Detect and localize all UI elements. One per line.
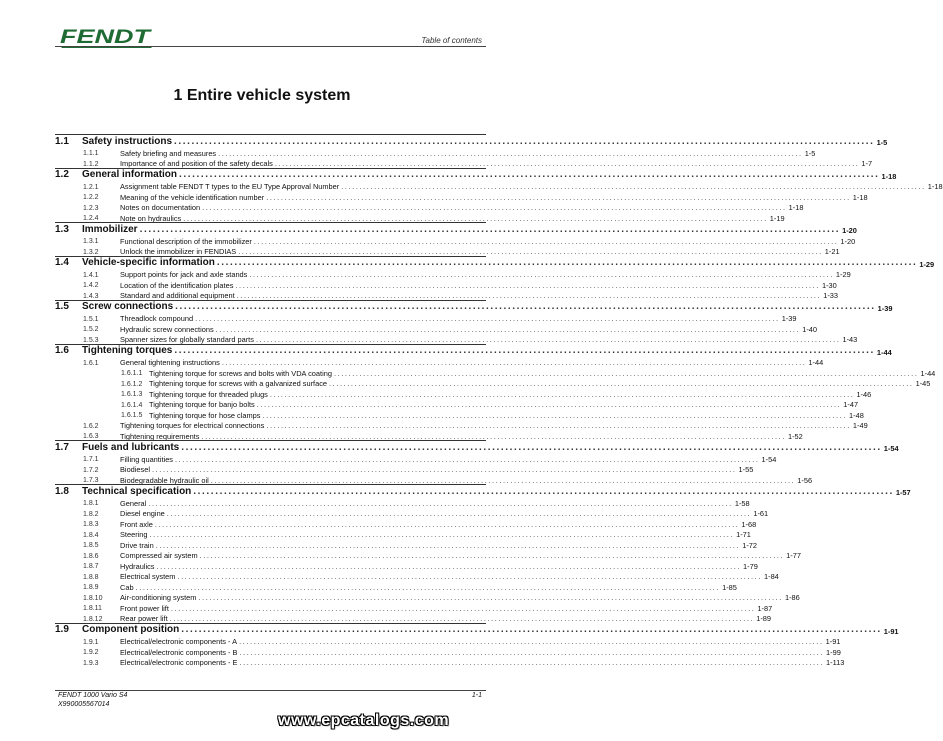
toc-entry-title: Note on hydraulics xyxy=(120,213,182,223)
toc-entry-page: 1-44 xyxy=(876,347,892,357)
toc-entry-page: 1-47 xyxy=(843,400,859,410)
toc-entry-page: 1-72 xyxy=(742,540,758,550)
toc-entry-page: 1-85 xyxy=(722,582,737,592)
toc-entry-number: 1.6.1.3 xyxy=(121,391,143,398)
toc-entry-page: 1-58 xyxy=(734,498,750,508)
toc-entry-number: 1.6.1.5 xyxy=(121,412,143,419)
toc-entry-page: 1-39 xyxy=(877,303,893,313)
toc-dot-leader: ................................................................................................................................................................ xyxy=(198,593,783,603)
toc-entry-number: 1.6 xyxy=(55,345,69,356)
toc-entry-number: 1.3 xyxy=(55,223,69,235)
toc-dot-leader: ................................................................................................................................................................ xyxy=(175,454,760,464)
toc-entry-row[interactable] xyxy=(55,235,856,246)
page-title: 1 Entire vehicle system xyxy=(173,87,351,104)
toc-entry-row[interactable] xyxy=(55,268,851,280)
toc-dot-leader: ................................................................................................................................................................ xyxy=(249,270,834,280)
toc-entry-page: 1-20 xyxy=(842,226,857,236)
toc-entry-page: 1-44 xyxy=(920,368,936,378)
toc-entry-title: Diesel engine xyxy=(120,509,165,519)
toc-entry-row[interactable] xyxy=(55,474,813,485)
toc-entry-row[interactable] xyxy=(55,147,816,158)
toc-entry-title: Tightening torque for banjo bolts xyxy=(149,400,255,410)
toc-entry-page: 1-19 xyxy=(769,213,785,223)
toc-entry-number: 1.4.1 xyxy=(83,271,99,279)
toc-entry-row[interactable] xyxy=(55,528,751,540)
toc-entry-row[interactable] xyxy=(55,367,936,378)
toc-entry-row[interactable] xyxy=(55,398,859,410)
toc-entry-row[interactable] xyxy=(55,430,803,441)
toc-dot-leader: ................................................................................................................................................................ xyxy=(215,324,801,334)
toc-entry-title: Tightening torque for screws with a galvanized surface xyxy=(149,379,328,389)
toc-dot-leader: ................................................................................................................................................................ xyxy=(266,421,851,431)
toc-entry-title: Tightening torques for electrical connections xyxy=(120,421,265,431)
toc-section-row[interactable] xyxy=(55,484,911,498)
toc-entry-row[interactable] xyxy=(55,635,841,647)
toc-entry-number: 1.8.9 xyxy=(83,584,99,591)
toc-entry-title: Front power lift xyxy=(120,603,169,613)
header-section-title: Table of contents xyxy=(421,36,482,45)
toc-entry-title: Immobilizer xyxy=(82,223,138,235)
toc-entry-title: Electrical/electronic components - B xyxy=(120,647,238,657)
toc-entry-title: Tightening torque for screws and bolts with VDA coating xyxy=(149,368,332,378)
toc-dot-leader: ................................................................................................................................................................ xyxy=(135,582,721,592)
toc-entry-title: Meaning of the vehicle identification number xyxy=(120,192,265,202)
toc-entry-title: Drive train xyxy=(120,540,154,550)
logo-text: FENDT xyxy=(60,27,152,48)
toc-entry-row[interactable] xyxy=(55,453,777,464)
toc-entry-page: 1-49 xyxy=(852,421,868,431)
toc-entry-number: 1.4.3 xyxy=(83,292,99,300)
toc-entry-title: Tightening torque for hose clamps xyxy=(149,410,261,420)
toc-entry-page: 1-87 xyxy=(757,603,773,613)
toc-entry-number: 1.6.1.4 xyxy=(121,401,143,409)
toc-entry-number: 1.8.12 xyxy=(83,615,103,623)
fendt-logo xyxy=(60,26,152,48)
toc-entry-row[interactable] xyxy=(55,463,754,475)
toc-entry-number: 1.4 xyxy=(55,257,69,268)
toc-entry-title: General information xyxy=(82,169,178,180)
toc-dot-leader: ................................................................................................................................................................ xyxy=(195,314,780,324)
toc-entry-page: 1-56 xyxy=(797,475,813,485)
toc-dot-leader: ................................................................................................................................................................ xyxy=(181,624,882,635)
toc-entry-page: 1-7 xyxy=(861,159,873,169)
toc-dot-leader: ................................................................................................................................................................ xyxy=(329,379,914,389)
toc-entry-number: 1.2.1 xyxy=(83,183,99,191)
toc-entry-title: Steering xyxy=(120,530,148,540)
toc-entry-title: Assignment table FENDT T types to the EU Type Approval Number xyxy=(120,182,340,192)
toc-entry-row[interactable] xyxy=(55,409,864,420)
toc-entry-number: 1.8.10 xyxy=(83,594,103,602)
toc-entry-row[interactable] xyxy=(55,180,943,192)
toc-entry-number: 1.1 xyxy=(55,135,69,147)
toc-dot-leader: ................................................................................................................................................................ xyxy=(216,257,918,268)
toc-entry-row[interactable] xyxy=(55,245,840,257)
toc-entry-title: Threadlock compound xyxy=(120,314,194,324)
toc-entry-row[interactable] xyxy=(55,497,750,508)
toc-entry-page: 1-46 xyxy=(856,389,872,399)
toc-entry-number: 1.8.1 xyxy=(83,500,99,507)
toc-entry-number: 1.6.1.2 xyxy=(121,380,143,388)
toc-entry-number: 1.2.4 xyxy=(83,215,99,222)
toc-entry-title: Filling quantities xyxy=(120,454,173,464)
toc-entry-row[interactable] xyxy=(55,646,841,657)
toc-entry-number: 1.9.1 xyxy=(83,638,99,646)
toc-entry-row[interactable] xyxy=(55,549,801,561)
toc-dot-leader: ................................................................................................................................................................ xyxy=(201,431,786,441)
toc-entry-page: 1-55 xyxy=(738,465,754,475)
toc-entry-page: 1-33 xyxy=(823,291,838,301)
toc-entry-title: Vehicle-specific information xyxy=(82,257,215,268)
toc-dot-leader: ................................................................................................................................................................ xyxy=(239,647,825,657)
toc-dot-leader: ................................................................................................................................................................ xyxy=(181,441,882,453)
toc-entry-page: 1-79 xyxy=(743,561,758,571)
toc-entry-row[interactable] xyxy=(55,333,858,345)
toc-entry-number: 1.5.3 xyxy=(83,336,99,344)
toc-entry-page: 1-18 xyxy=(852,192,868,202)
toc-entry-page: 1-61 xyxy=(753,509,769,519)
toc-entry-title: General tightening instructions xyxy=(120,358,220,368)
toc-entry-number: 1.8.5 xyxy=(83,542,99,549)
toc-entry-row[interactable] xyxy=(55,507,769,519)
toc-entry-page: 1-30 xyxy=(821,280,837,290)
toc-entry-number: 1.7.3 xyxy=(83,477,99,484)
toc-entry-title: Importance of and position of the safety decals xyxy=(120,159,273,169)
toc-entry-row[interactable] xyxy=(55,388,872,399)
toc-dot-leader: ................................................................................................................................................................ xyxy=(169,614,755,624)
toc-dot-leader: ................................................................................................................................................................ xyxy=(155,540,741,550)
toc-entry-row[interactable] xyxy=(55,602,773,613)
toc-entry-title: Tightening torques xyxy=(82,345,173,356)
toc-entry-number: 1.9.3 xyxy=(83,659,99,667)
toc-entry-row[interactable] xyxy=(55,191,868,202)
toc-section-row[interactable] xyxy=(55,168,897,181)
toc-dot-leader: ................................................................................................................................................................ xyxy=(170,603,756,613)
toc-entry-number: 1.2.3 xyxy=(83,204,99,212)
toc-dot-leader: ................................................................................................................................................................ xyxy=(177,572,762,582)
toc-section-row[interactable] xyxy=(55,344,892,357)
toc-dot-leader: ................................................................................................................................................................ xyxy=(193,485,894,497)
toc-entry-page: 1-21 xyxy=(824,247,840,257)
toc-entry-number: 1.3.1 xyxy=(83,238,99,245)
footer-page-number: 1-1 xyxy=(471,692,482,699)
toc-entry-page: 1-44 xyxy=(808,358,824,368)
toc-entry-title: Standard and additional equipment xyxy=(120,291,235,301)
footer-model: FENDT 1000 Vario S4 xyxy=(58,692,128,699)
toc-entry-number: 1.8 xyxy=(55,485,69,497)
toc-entry-number: 1.9 xyxy=(55,624,69,635)
toc-entry-page: 1-18 xyxy=(927,182,943,192)
toc-entry-row[interactable] xyxy=(55,377,931,389)
toc-entry-title: Unlock the immobilizer in FENDIAS xyxy=(120,247,237,257)
toc-dot-leader: ................................................................................................................................................................ xyxy=(253,236,839,246)
toc-dot-leader: ................................................................................................................................................................ xyxy=(341,182,926,192)
toc-entry-number: 1.8.2 xyxy=(83,510,99,518)
toc-entry-page: 1-40 xyxy=(802,324,817,334)
toc-entry-page: 1-68 xyxy=(741,519,757,529)
toc-dot-leader: ................................................................................................................................................................ xyxy=(174,135,875,147)
toc-entry-number: 1.6.2 xyxy=(83,422,99,430)
toc-entry-page: 1-52 xyxy=(787,431,803,441)
toc-entry-page: 1-71 xyxy=(736,530,751,540)
toc-entry-number: 1.6.1 xyxy=(83,359,99,367)
toc-dot-leader: ................................................................................................................................................................ xyxy=(255,335,841,345)
header-rule xyxy=(55,46,486,47)
toc-dot-leader: ................................................................................................................................................................ xyxy=(269,389,855,399)
toc-entry-page: 1-54 xyxy=(761,454,777,464)
toc-entry-title: Front axle xyxy=(120,519,153,529)
toc-entry-number: 1.4.2 xyxy=(83,282,99,289)
toc-entry-number: 1.8.7 xyxy=(83,563,99,570)
toc-entry-row[interactable] xyxy=(55,560,758,571)
toc-entry-title: Fuels and lubricants xyxy=(82,441,180,453)
toc-dot-leader: ................................................................................................................................................................ xyxy=(174,345,875,356)
watermark: www.epcatalogs.com xyxy=(278,712,450,729)
toc-entry-page: 1-84 xyxy=(764,572,779,582)
toc-entry-page: 1-18 xyxy=(788,203,804,213)
toc-entry-title: Technical specification xyxy=(82,485,192,497)
footer-doc-code: X990005567014 xyxy=(58,701,110,708)
toc-entry-page: 1-45 xyxy=(915,379,931,389)
toc-dot-leader: ................................................................................................................................................................ xyxy=(210,475,796,485)
toc-dot-leader: ................................................................................................................................................................ xyxy=(139,223,841,235)
toc-entry-title: Cab xyxy=(120,582,134,592)
toc-dot-leader: ................................................................................................................................................................ xyxy=(218,148,803,158)
toc-entry-page: 1-91 xyxy=(825,637,841,647)
toc-entry-number: 1.7.1 xyxy=(83,456,99,463)
toc-dot-leader: ................................................................................................................................................................ xyxy=(221,358,807,368)
toc-entry-row[interactable] xyxy=(55,612,771,624)
toc-entry-number: 1.2 xyxy=(55,169,69,180)
toc-entry-number: 1.1.1 xyxy=(83,150,99,157)
toc-entry-row[interactable] xyxy=(55,212,785,223)
toc-entry-title: Tightening torque for threaded plugs xyxy=(149,389,268,399)
toc-dot-leader: ................................................................................................................................................................ xyxy=(199,551,785,561)
toc-entry-number: 1.6.3 xyxy=(83,433,99,440)
toc-entry-page: 1-18 xyxy=(881,171,897,181)
toc-dot-leader: ................................................................................................................................................................ xyxy=(202,203,787,213)
toc-entry-row[interactable] xyxy=(55,201,804,213)
toc-entry-row[interactable] xyxy=(55,356,824,368)
toc-entry-number: 1.8.4 xyxy=(83,531,99,539)
toc-dot-leader: ................................................................................................................................................................ xyxy=(266,192,851,202)
toc-dot-leader: ................................................................................................................................................................ xyxy=(152,465,737,475)
toc-entry-title: Rear power lift xyxy=(120,614,168,624)
toc-section-row[interactable] xyxy=(55,300,893,313)
toc-entry-title: Screw connections xyxy=(82,301,174,312)
toc-entry-title: Compressed air system xyxy=(120,551,198,561)
toc-entry-title: Hydraulic screw connections xyxy=(120,324,214,334)
toc-entry-number: 1.5.2 xyxy=(83,326,99,333)
toc-entry-number: 1.5.1 xyxy=(83,315,99,323)
toc-entry-row[interactable] xyxy=(55,539,758,550)
toc-entry-page: 1-5 xyxy=(804,148,816,158)
toc-dot-leader: ................................................................................................................................................................ xyxy=(239,637,824,647)
toc-entry-number: 1.2.2 xyxy=(83,194,99,201)
toc-entry-number: 1.1.2 xyxy=(83,160,99,168)
toc-entry-page: 1-54 xyxy=(883,444,899,454)
toc-dot-leader: ................................................................................................................................................................ xyxy=(239,658,825,668)
toc-entry-page: 1-99 xyxy=(826,647,841,657)
toc-entry-number: 1.7 xyxy=(55,441,69,453)
toc-dot-leader: ................................................................................................................................................................ xyxy=(149,530,735,540)
toc-entry-title: General xyxy=(120,498,147,508)
toc-dot-leader: ................................................................................................................................................................ xyxy=(274,159,860,169)
toc-entry-title: Hydraulics xyxy=(120,561,155,571)
toc-entry-number: 1.7.2 xyxy=(83,466,99,474)
toc-dot-leader: ................................................................................................................................................................ xyxy=(183,213,768,223)
toc-entry-page: 1-43 xyxy=(842,335,858,345)
toc-entry-row[interactable] xyxy=(55,279,837,290)
toc-entry-page: 1-89 xyxy=(756,614,771,624)
toc-entry-page: 1-39 xyxy=(781,314,797,324)
toc-entry-row[interactable] xyxy=(55,570,779,582)
toc-dot-leader: ................................................................................................................................................................ xyxy=(166,509,752,519)
toc-section-row[interactable] xyxy=(55,440,899,454)
toc-entry-title: Safety briefing and measures xyxy=(120,148,217,158)
toc-entry-page: 1-91 xyxy=(883,626,899,636)
toc-entry-title: Air-conditioning system xyxy=(120,593,197,603)
toc-section-row[interactable] xyxy=(55,256,935,269)
toc-dot-leader: ................................................................................................................................................................ xyxy=(333,368,919,378)
toc-entry-title: Notes on documentation xyxy=(120,203,201,213)
toc-entry-page: 1-5 xyxy=(876,138,888,148)
toc-dot-leader: ................................................................................................................................................................ xyxy=(236,291,822,301)
toc-entry-row[interactable] xyxy=(55,323,817,334)
toc-entry-page: 1-29 xyxy=(919,259,935,269)
toc-dot-leader: ................................................................................................................................................................ xyxy=(175,301,876,312)
toc-entry-row[interactable] xyxy=(55,656,845,668)
toc-entry-title: Biodiesel xyxy=(120,465,150,475)
toc-entry-row[interactable] xyxy=(55,157,873,169)
toc-section-row[interactable] xyxy=(55,134,888,148)
toc-entry-title: Functional description of the immobilizer xyxy=(120,236,252,246)
toc-entry-number: 1.8.3 xyxy=(83,521,99,528)
toc-entry-title: Spanner sizes for globally standard parts xyxy=(120,335,254,345)
toc-entry-title: Electrical/electronic components - A xyxy=(120,637,238,647)
toc-entry-title: Component position xyxy=(82,624,180,635)
toc-entry-number: 1.8.11 xyxy=(83,605,102,612)
table-of-contents xyxy=(55,134,943,668)
toc-entry-row[interactable] xyxy=(55,419,868,431)
toc-dot-leader: ................................................................................................................................................................ xyxy=(262,410,848,420)
toc-entry-number: 1.9.2 xyxy=(83,649,99,656)
toc-dot-leader: ................................................................................................................................................................ xyxy=(235,280,820,290)
toc-entry-number: 1.3.2 xyxy=(83,248,99,256)
toc-dot-leader: ................................................................................................................................................................ xyxy=(154,519,740,529)
toc-dot-leader: ................................................................................................................................................................ xyxy=(148,498,733,508)
toc-entry-row[interactable] xyxy=(55,591,800,603)
toc-entry-page: 1-77 xyxy=(786,551,801,561)
toc-entry-page: 1-86 xyxy=(784,593,800,603)
toc-dot-leader: ................................................................................................................................................................ xyxy=(256,400,842,410)
toc-section-row[interactable] xyxy=(55,623,899,636)
toc-entry-number: 1.8.8 xyxy=(83,573,99,581)
toc-entry-title: Electrical/electronic components - E xyxy=(120,658,238,668)
toc-entry-number: 1.8.6 xyxy=(83,552,99,560)
footer-rule xyxy=(55,690,486,691)
toc-entry-title: Tightening requirements xyxy=(120,431,200,441)
toc-entry-number: 1.6.1.1 xyxy=(121,370,143,377)
toc-entry-title: Location of the identification plates xyxy=(120,280,234,290)
toc-section-row[interactable] xyxy=(55,222,857,236)
toc-dot-leader: ................................................................................................................................................................ xyxy=(156,561,742,571)
toc-entry-page: 1-57 xyxy=(895,488,911,498)
toc-dot-leader: ................................................................................................................................................................ xyxy=(179,169,880,180)
toc-entry-title: Safety instructions xyxy=(82,135,173,147)
toc-entry-row[interactable] xyxy=(55,518,757,529)
toc-entry-page: 1-48 xyxy=(849,410,864,420)
toc-entry-title: Biodegradable hydraulic oil xyxy=(120,475,209,485)
toc-entry-page: 1-29 xyxy=(835,270,851,280)
toc-entry-title: Electrical system xyxy=(120,572,176,582)
toc-entry-row[interactable] xyxy=(55,289,838,301)
toc-dot-leader: ................................................................................................................................................................ xyxy=(238,247,823,257)
toc-entry-row[interactable] xyxy=(55,581,737,592)
toc-entry-title: Support points for jack and axle stands xyxy=(120,270,248,280)
toc-entry-row[interactable] xyxy=(55,312,797,324)
toc-entry-page: 1-113 xyxy=(826,658,845,668)
toc-entry-number: 1.5 xyxy=(55,301,69,312)
toc-entry-page: 1-20 xyxy=(840,236,856,246)
